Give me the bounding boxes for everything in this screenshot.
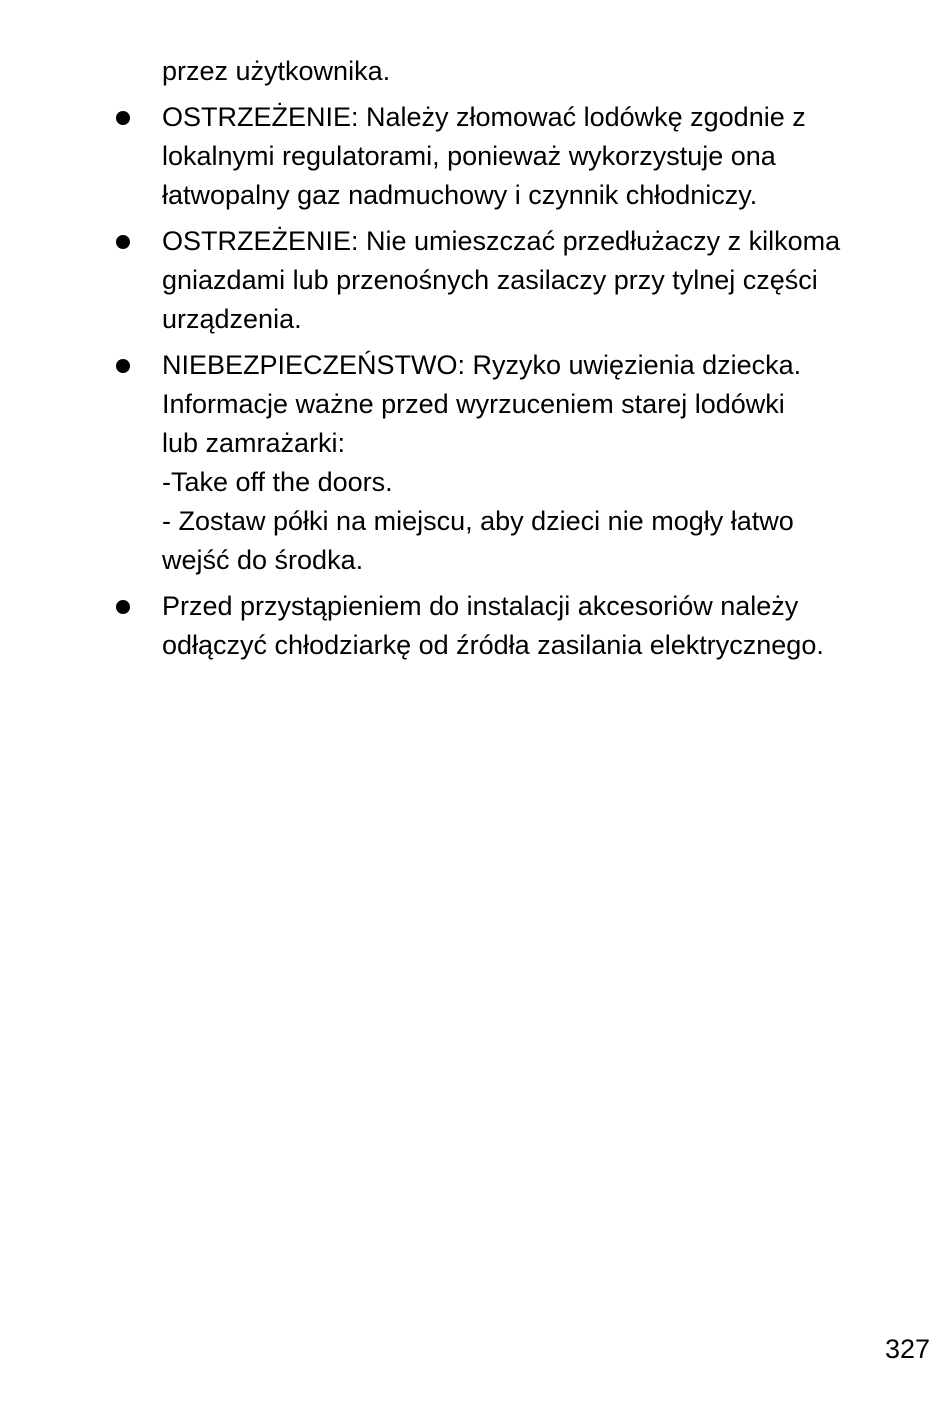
list-item [0, 222, 892, 339]
list-item [0, 346, 892, 580]
list-item-line: wejść do środka. [162, 545, 364, 575]
list-item-line: gniazdami lub przenośnych zasilaczy przy tylnej części [162, 265, 818, 295]
bullet-icon [116, 600, 130, 614]
list-item-line: łatwopalny gaz nadmuchowy i czynnik chłodniczy. [162, 180, 758, 210]
warning-list [0, 98, 950, 672]
list-item-line: Przed przystąpieniem do instalacji akcesoriów należy [162, 591, 799, 621]
list-item-line: odłączyć chłodziarkę od źródła zasilania elektrycznego. [162, 630, 824, 660]
list-item-line: lokalnymi regulatorami, ponieważ wykorzystuje ona [162, 141, 776, 171]
bullet-icon [116, 359, 130, 373]
list-item-line: OSTRZEŻENIE: Należy złomować lodówkę zgodnie z [162, 102, 806, 132]
list-item-line: OSTRZEŻENIE: Nie umieszczać przedłużaczy z kilkoma [162, 226, 841, 256]
list-item-line: - Zostaw półki na miejscu, aby dzieci nie mogły łatwo [162, 506, 794, 536]
list-item-line: -Take off the doors. [162, 467, 393, 497]
list-item [0, 587, 892, 665]
list-item-line: NIEBEZPIECZEŃSTWO: Ryzyko uwięzienia dziecka. [162, 350, 802, 380]
bullet-icon [116, 235, 130, 249]
bullet-icon [116, 111, 130, 125]
list-item-line: urządzenia. [162, 304, 302, 334]
continuation-text: przez użytkownika. [162, 56, 391, 86]
list-item-line: lub zamrażarki: [162, 428, 346, 458]
page-number: 327 [884, 1334, 930, 1364]
list-item [0, 98, 892, 215]
list-item-line: Informacje ważne przed wyrzuceniem starej lodówki [162, 389, 785, 419]
